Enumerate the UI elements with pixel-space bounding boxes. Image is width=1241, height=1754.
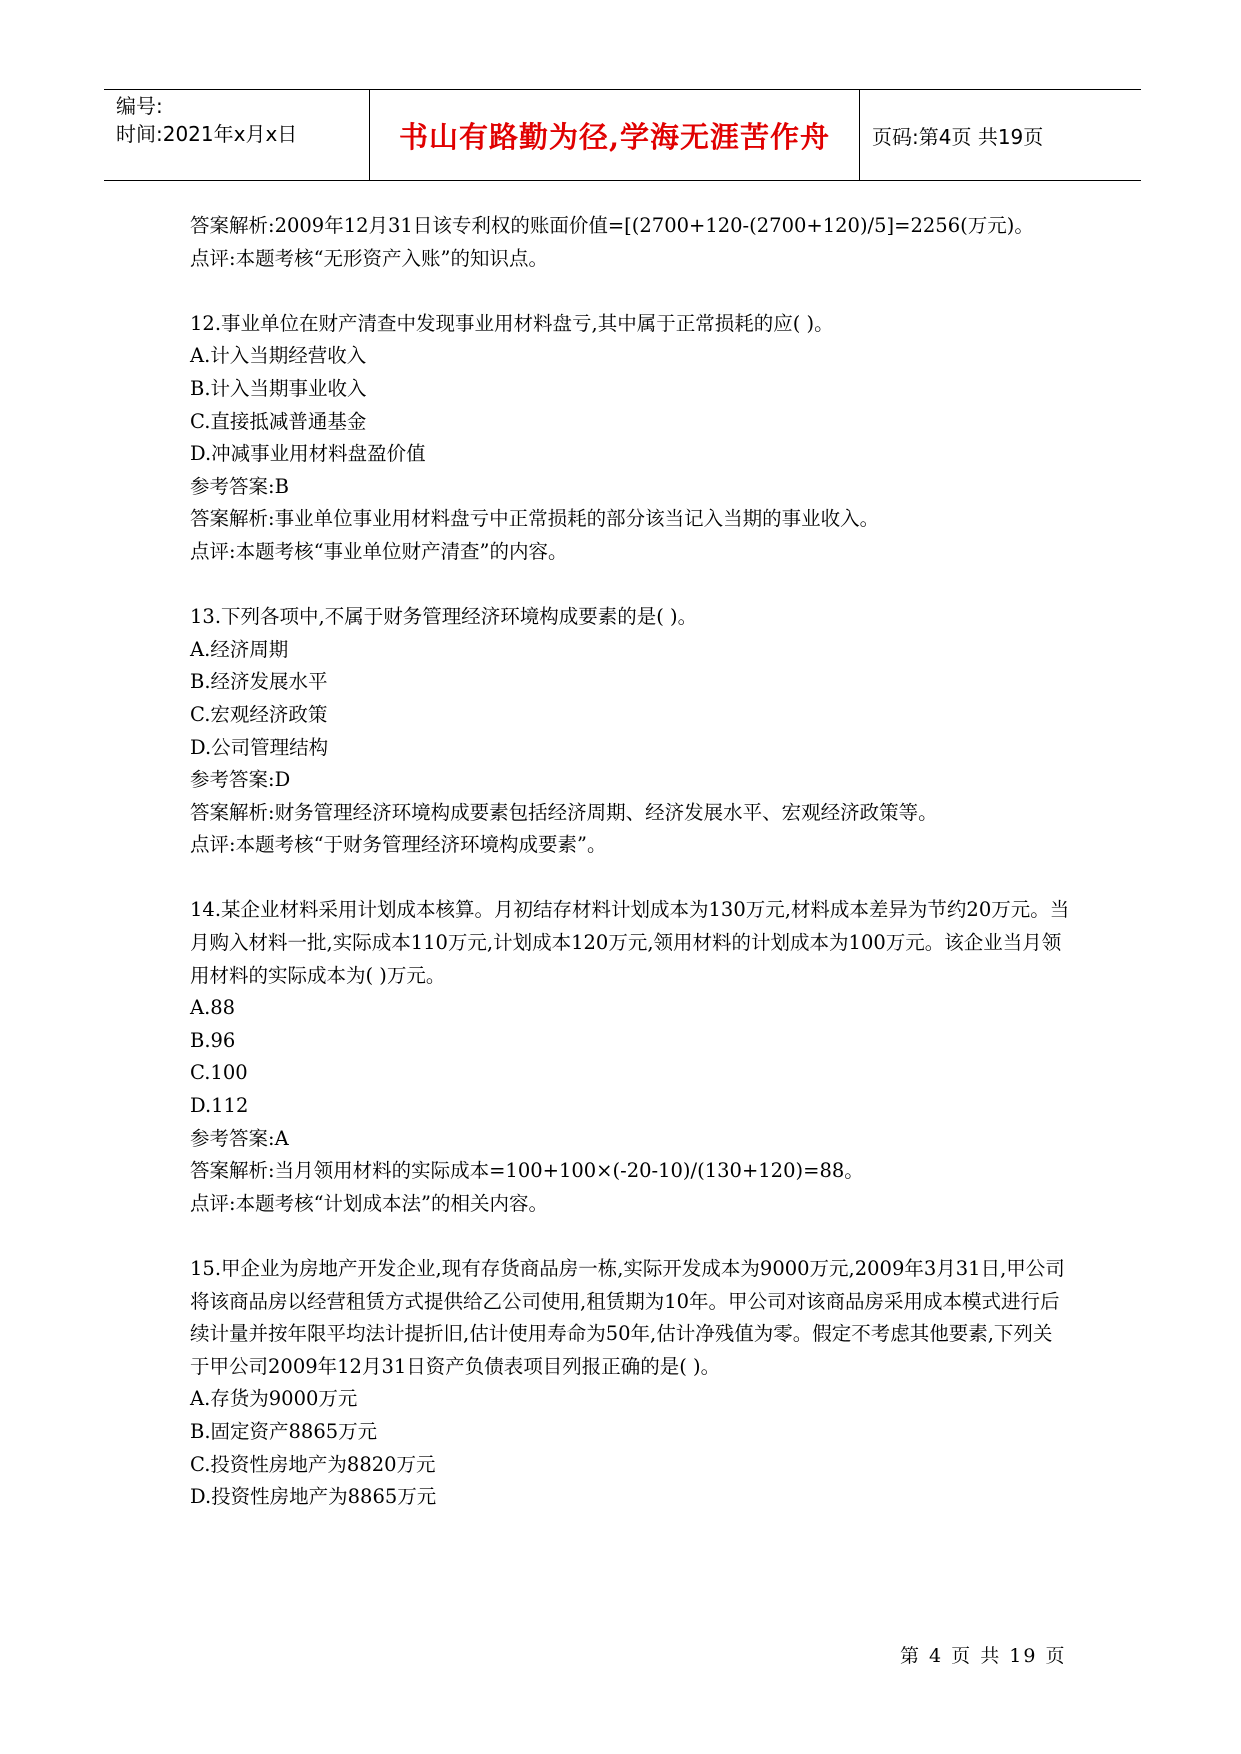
q13-answer: 参考答案:D — [190, 768, 291, 792]
header-page-number: 页码:第4页 共19页 — [872, 124, 1044, 149]
document-time-label: 时间:2021年x月x日 — [116, 122, 298, 146]
q15-stem: 15.甲企业为房地产开发企业,现有存货商品房一栋,实际开发成本为9000万元,2009年3月31日,甲公司将该商品房以经营租赁方式提供给乙公司使用,租赁期为10年。甲公司对该商品房采用成本模式进行后续计量并按年限平均法计提折旧,估计使用寿命为50年,估计净残值为零。假定不考虑其他要素,下列关于甲公司2009年12月31日资产负债表项目列报正确的是( )。 — [190, 1257, 1065, 1378]
q12-option-d: D.冲减事业用材料盘盈价值 — [190, 442, 426, 466]
q13-comment: 点评:本题考核“于财务管理经济环境构成要素”。 — [190, 833, 607, 857]
document-body — [190, 210, 1070, 1514]
q12-answer: 参考答案:B — [190, 474, 289, 498]
q14-answer: 参考答案:A — [190, 1126, 289, 1150]
document-number-label: 编号: — [116, 94, 163, 118]
q14-comment: 点评:本题考核“计划成本法”的相关内容。 — [190, 1191, 549, 1215]
header-meta — [104, 90, 370, 180]
q14-option-d: D.112 — [190, 1094, 249, 1118]
q15-option-a: A.存货为9000万元 — [190, 1387, 358, 1411]
q14-option-a: A.88 — [190, 996, 236, 1020]
q13-option-a: A.经济周期 — [190, 637, 289, 661]
q13-stem: 13.下列各项中,不属于财务管理经济环境构成要素的是( )。 — [190, 605, 698, 629]
q14-analysis: 答案解析:当月领用材料的实际成本=100+100×(-20-10)/(130+120)=88。 — [190, 1159, 864, 1183]
q12-analysis: 答案解析:事业单位事业用材料盘亏中正常损耗的部分该当记入当期的事业收入。 — [190, 507, 880, 531]
q13-analysis: 答案解析:财务管理经济环境构成要素包括经济周期、经济发展水平、宏观经济政策等。 — [190, 800, 938, 824]
q13-option-b: B.经济发展水平 — [190, 670, 328, 694]
q11-comment: 点评:本题考核“无形资产入账”的知识点。 — [190, 246, 549, 270]
q15-option-c: C.投资性房地产为8820万元 — [190, 1452, 436, 1476]
q12-option-a: A.计入当期经营收入 — [190, 344, 367, 368]
q12-comment: 点评:本题考核“事业单位财产清查”的内容。 — [190, 539, 568, 563]
q12-option-c: C.直接抵减普通基金 — [190, 409, 367, 433]
q13-option-c: C.宏观经济政策 — [190, 702, 328, 726]
q13-option-d: D.公司管理结构 — [190, 735, 329, 759]
page-footer: 第 4 页 共 19 页 — [900, 1645, 1067, 1667]
q14-stem: 14.某企业材料采用计划成本核算。月初结存材料计划成本为130万元,材料成本差异为节约20万元。当月购入材料一批,实际成本110万元,计划成本120万元,领用材料的计划成本为100万元。该企业当月领用材料的实际成本为( )万元。 — [190, 898, 1070, 987]
page-header — [104, 89, 1141, 181]
q14-option-b: B.96 — [190, 1028, 236, 1052]
q12-option-b: B.计入当期事业收入 — [190, 376, 367, 400]
q15-option-b: B.固定资产8865万元 — [190, 1419, 378, 1443]
q15-option-d: D.投资性房地产为8865万元 — [190, 1485, 437, 1509]
q12-stem: 12.事业单位在财产清查中发现事业用材料盘亏,其中属于正常损耗的应( )。 — [190, 311, 834, 335]
q11-analysis: 答案解析:2009年12月31日该专利权的账面价值=[(2700+120-(2700+120)/5]=2256(万元)。 — [190, 214, 1034, 237]
q14-option-c: C.100 — [190, 1061, 248, 1085]
header-motto: 书山有路勤为径,学海无涯苦作舟 — [370, 90, 860, 180]
